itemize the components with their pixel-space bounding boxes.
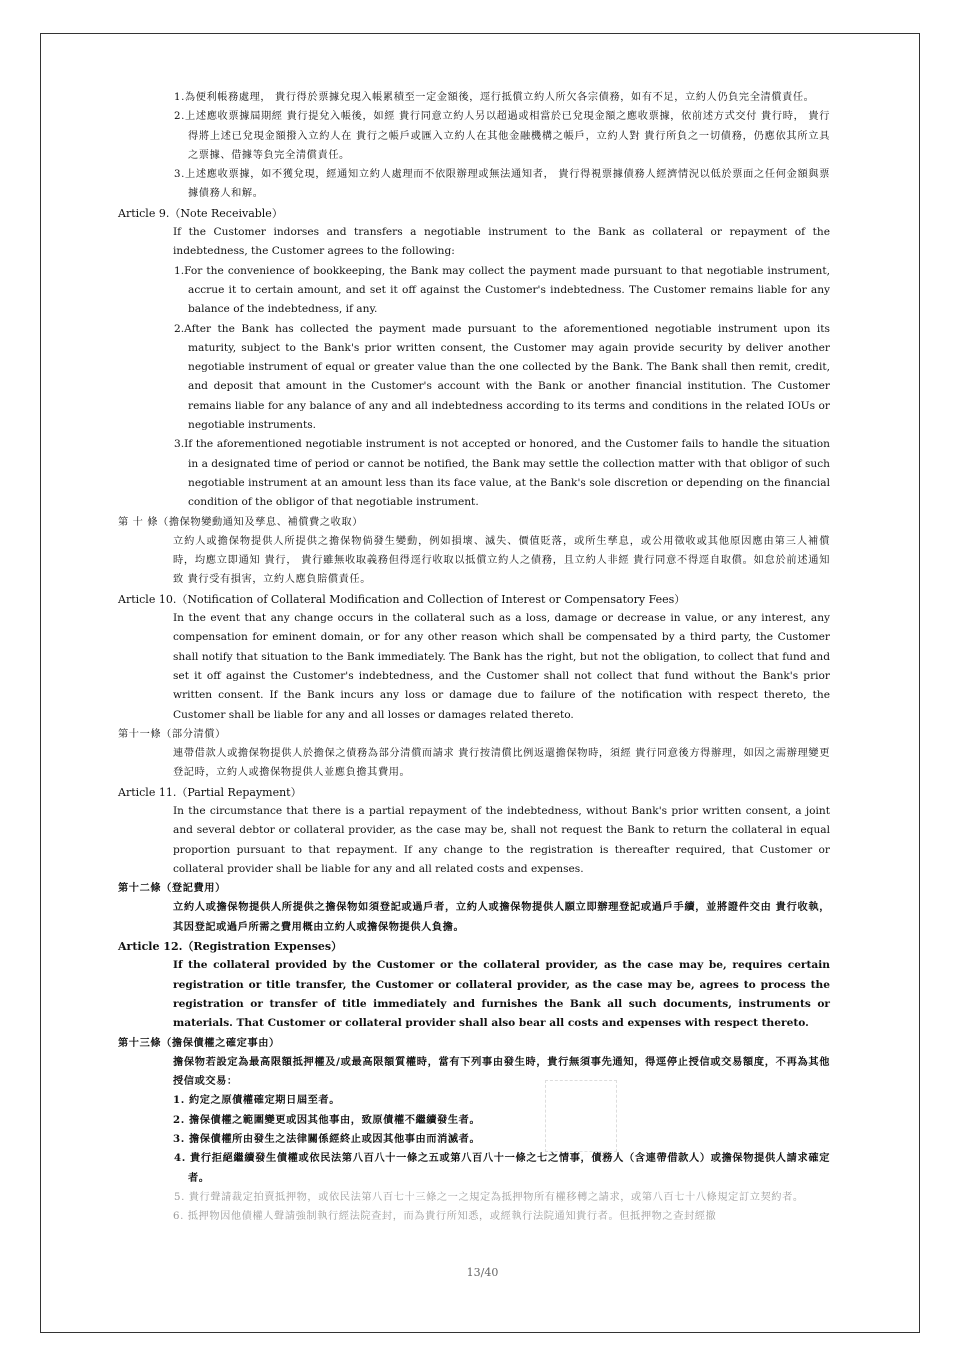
zh-article-11-heading: 第十一條（部分清償） [118,728,226,740]
zh-item-3: 3.上述應收票據，如不獲兌現，經通知立約人處理而不依限辦理或無法通知者， 貴行得視票據債務人經濟情況以低於票面之任何金額與票據債務人和解。 [174,169,830,200]
article-11-body: In the circumstance that there is a partial repayment of the indebtedness, without Bank's prior written consent, a joint and several debtor or collateral provider, as the case may be, shall not request the Bank to return the collateral in equal proportion pursuant to that repayment. If any change to the registration is thereafter required, that Customer or collateral provider shall be liable for any and all related costs and expenses. [173,804,830,875]
faint-seal-stamp [545,1080,617,1152]
article-9-heading: Article 9.（Note Receivable） [118,206,283,220]
zh-article-13-item-6: 6. 抵押物因他債權人聲請強制執行經法院查封，而為貴行所知悉，或經執行法院通知貴行者。但抵押物之查封經撤 [173,1211,717,1223]
article-9-item-2: 2.After the Bank has collected the payment made pursuant to the aforementioned negotiable instrument upon its maturity, subject to the Bank's prior written consent, the Customer may again provide security by deliver another negotiable instrument of equal or greater value than the one collected by the Bank. The Bank shall then remit, credit, and deposit that amount in the Customer's account with the Bank or another financial institution. The Customer remains liable for any balance of any and all indebtedness according to its terms and conditions in the related IOUs or negotiable instruments. [174,322,830,432]
article-9-item-3: 3.If the aforementioned negotiable instrument is not accepted or honored, and the Customer fails to handle the situation in a designated time of period or cannot be notified, the Bank may settle the collection matter with that obligor of such negotiable instrument at an amount less than its face value, at the Bank's sole discretion or depending on the financial condition of the obligor of that negotiable instrument. [174,438,830,509]
zh-article-13-heading: 第十三條（擔保債權之確定事由） [118,1036,280,1049]
zh-item-2: 2.上述應收票據屆期經 貴行提兌入帳後，如經 貴行同意立約人另以超過或相當於已兌現金額之應收票據，依前述方式交付 貴行時， 貴行得將上述已兌現金額撥入立約人在 貴行之帳戶或匯入立約人在其他金融機構之帳戶，立約人對 貴行所負之一切債務，仍應依其所立具之票據、借據等負完全清償責任。 [174,111,830,161]
article-9-intro: If the Customer indorses and transfers a negotiable instrument to the Bank as collateral or repayment of the indebtedness, the Customer agrees to the following: [173,226,830,258]
zh-article-12-body: 立約人或擔保物提供人所提供之擔保物如須登記或過戶者，立約人或擔保物提供人願立即辦理登記或過戶手續，並將證件交由 貴行收執，其因登記或過戶所需之費用概由立約人或擔保物提供人負擔。 [173,901,830,933]
article-10-heading: Article 10.（Notification of Collateral Modification and Collection of Interest or Compensatory Fees） [118,592,686,606]
zh-article-13-item-4: 4. 貴行拒絕繼續發生債權或依民法第八百八十一條之五或第八百八十一條之七之情事，債務人（含連帶借款人）或擔保物提供人請求確定者。 [174,1152,830,1184]
article-9-item-1: 1.For the convenience of bookkeeping, the Bank may collect the payment made pursuant to that negotiable instrument, accrue it to certain amount, and set it off against the Customer's indebtedness. The Customer remains liable for any balance of the indebtedness, if any. [174,264,830,316]
document-body [118,88,830,1227]
zh-article-13-item-1: 1. 約定之原債權確定期日屆至者。 [173,1094,341,1107]
zh-article-12-heading: 第十二條（登記費用） [118,882,226,895]
zh-article-13-intro: 擔保物若設定為最高限額抵押權及/或最高限額質權時，當有下列事由發生時，貴行無須事先通知，得逕停止授信或交易額度，不再為其他授信或交易： [173,1055,830,1088]
article-12-heading: Article 12.（Registration Expenses） [118,940,343,954]
zh-article-13-item-3: 3. 擔保債權所由發生之法律關係經終止或因其他事由而消滅者。 [173,1133,481,1146]
zh-article-13-item-2: 2. 擔保債權之範圍變更或因其他事由，致原債權不繼續發生者。 [173,1113,481,1126]
zh-article-13-item-5: 5. 貴行聲請裁定拍賣抵押物，或依民法第八百七十三條之一之規定為抵押物所有權移轉之請求，或第八百七十八條規定訂立契約者。 [174,1191,804,1203]
zh-article-10-body: 立約人或擔保物提供人所提供之擔保物倘發生變動，例如損壞、滅失、價值貶落，或所生孳息，或公用徵收或其他原因應由第三人補償時，均應立即通知 貴行， 貴行雖無收取義務但得逕行收取以抵償立約人之債務，且立約人非經 貴行同意不得逕自取償。如怠於前述通知致 貴行受有損害，立約人應負賠償責任。 [173,535,830,586]
page-number: 13/40 [466,1266,499,1279]
zh-item-1: 1.為便利帳務處理， 貴行得於票據兌現入帳累積至一定金額後，逕行抵償立約人所欠各宗債務，如有不足，立約人仍負完全清償責任。 [174,92,815,103]
article-12-body: If the collateral provided by the Customer or the collateral provider, as the case may be, requires certain registration or title transfer, the Customer or collateral provider, as the case may be, agrees to process the registration or transfer of title immediately and furnishes the Bank all such documents, instruments or materials. That Customer or collateral provider shall also bear all costs and expenses with respect thereto. [173,959,830,1030]
article-10-body: In the event that any change occurs in the collateral such as a loss, damage or decrease in value, or any interest, any compensation for eminent domain, or for any other reason which shall be compensated by a third party, the Customer shall notify that situation to the Bank immediately. The Bank has the right, but not the obligation, to collect that fund and set it off against the Customer's indebtedness, and the Customer shall not collect that fund without the Bank's prior written consent. If the Bank incurs any loss or damage due to failure of the notification with respect thereto, the Customer shall be liable for any and all losses or damages related thereto. [173,612,830,721]
zh-article-11-body: 連帶借款人或擔保物提供人於擔保之債務為部分清償而請求 貴行按清償比例返還擔保物時，須經 貴行同意後方得辦理，如因之需辦理變更登記時，立約人或擔保物提供人並應負擔其費用。 [173,748,830,779]
article-11-heading: Article 11.（Partial Repayment） [118,785,302,799]
zh-article-10-heading: 第 十 條（擔保物變動通知及孳息、補償費之收取） [118,516,363,528]
